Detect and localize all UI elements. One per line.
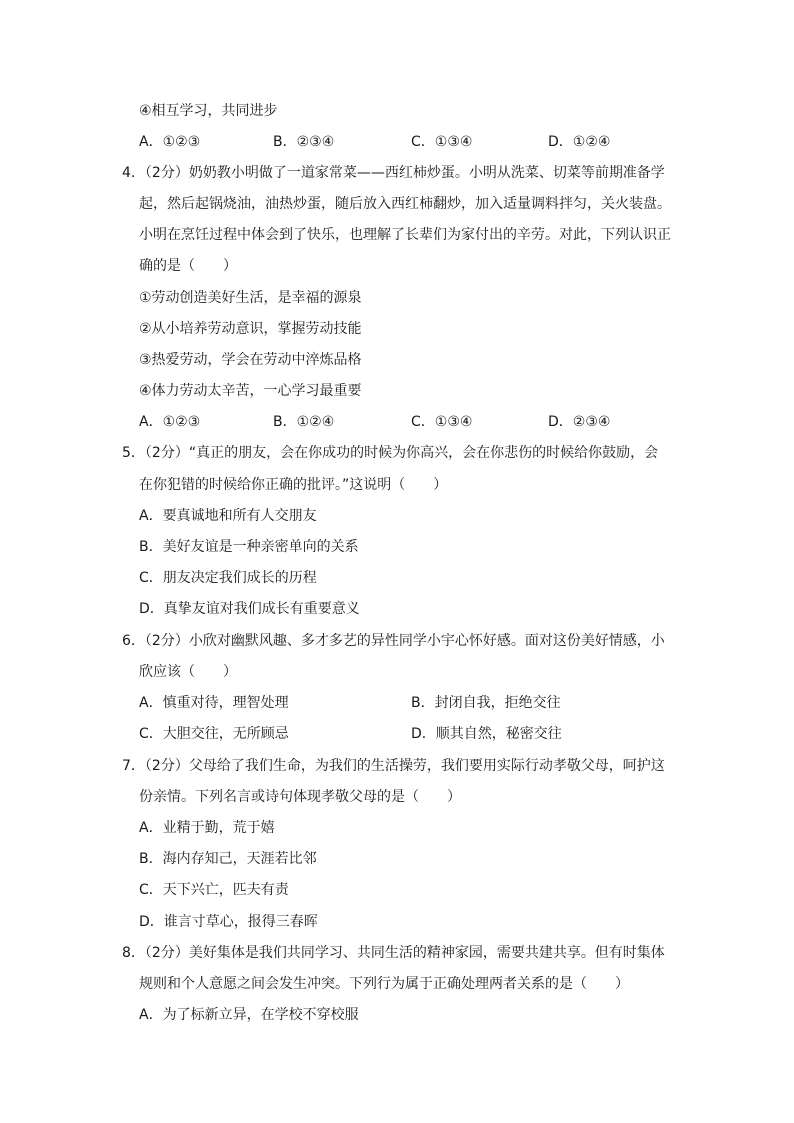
q7-option-b: B．海内存知己，天涯若比邻 xyxy=(139,851,317,867)
q3-option-d: D．①②④ xyxy=(548,134,611,150)
q7-stem-line-2: 份亲情。下列名言或诗句体现孝敬父母的是（ ） xyxy=(139,789,461,805)
q4-item-4: ④体力劳动太辛苦，一心学习最重要 xyxy=(139,383,362,399)
q7-stem-line-1: 7．（2分）父母给了我们生命，为我们的生活操劳，我们要用实际行动孝敬父母，呵护这 xyxy=(122,758,665,774)
q5-option-b: B．美好友谊是一种亲密单向的关系 xyxy=(139,539,359,555)
q6-option-b: B．封闭自我，拒绝交往 xyxy=(411,695,561,711)
q4-stem-line-4: 确的是（ ） xyxy=(139,258,237,274)
q6-option-a: A．慎重对待，理智处理 xyxy=(139,695,289,711)
q5-option-c: C．朋友决定我们成长的历程 xyxy=(139,570,317,586)
q3-option-b: B．②③④ xyxy=(273,134,335,150)
q4-stem-line-1: 4．（2分）奶奶教小明做了一道家常菜——西红柿炒蛋。小明从洗菜、切菜等前期准备学 xyxy=(122,165,665,181)
q6-stem-line-2: 欣应该（ ） xyxy=(139,664,237,680)
q6-stem-line-1: 6．（2分）小欣对幽默风趣、多才多艺的异性同学小宇心怀好感。面对这份美好情感，小 xyxy=(122,633,665,649)
q5-option-a: A．要真诚地和所有人交朋友 xyxy=(139,508,317,524)
q8-stem-line-1: 8．（2分）美好集体是我们共同学习、共同生活的精神家园，需要共建共享。但有时集体 xyxy=(122,945,665,961)
q8-option-a: A．为了标新立异，在学校不穿校服 xyxy=(139,1007,359,1023)
q7-option-d: D．谁言寸草心，报得三春晖 xyxy=(139,914,318,930)
q4-option-d: D．②③④ xyxy=(548,414,611,430)
q6-option-d: D．顺其自然，秘密交往 xyxy=(411,726,562,742)
q3-option-c: C．①③④ xyxy=(411,134,473,150)
q7-option-a: A．业精于勤，荒于嬉 xyxy=(139,820,275,836)
q4-option-c: C．①③④ xyxy=(411,414,473,430)
q4-item-2: ②从小培养劳动意识，掌握劳动技能 xyxy=(139,321,362,337)
q4-option-b: B．①②④ xyxy=(273,414,335,430)
q5-stem-line-1: 5．（2分）“真正的朋友，会在你成功的时候为你高兴，会在你悲伤的时候给你鼓励，会 xyxy=(122,445,659,461)
q6-option-c: C．大胆交往，无所顾忌 xyxy=(139,726,289,742)
q3-option-a: A．①②③ xyxy=(139,134,201,150)
q5-option-d: D．真挚友谊对我们成长有重要意义 xyxy=(139,601,360,617)
q7-option-c: C．天下兴亡，匹夫有责 xyxy=(139,882,289,898)
q4-stem-line-3: 小明在烹饪过程中体会到了快乐，也理解了长辈们为家付出的辛劳。对此，下列认识正 xyxy=(139,227,671,243)
q4-stem-line-2: 起，然后起锅烧油，油热炒蛋，随后放入西红柿翻炒，加入适量调料拌匀，关火装盘。 xyxy=(139,196,671,212)
q4-option-a: A．①②③ xyxy=(139,414,201,430)
q4-item-1: ①劳动创造美好生活，是幸福的源泉 xyxy=(139,290,362,306)
q4-item-3: ③热爱劳动，学会在劳动中淬炼品格 xyxy=(139,352,362,368)
q8-stem-line-2: 规则和个人意愿之间会发生冲突。下列行为属于正确处理两者关系的是（ ） xyxy=(139,976,629,992)
q3-item-4: ④相互学习，共同进步 xyxy=(139,103,278,119)
q5-stem-line-2: 在你犯错的时候给你正确的批评。”这说明（ ） xyxy=(139,477,448,493)
